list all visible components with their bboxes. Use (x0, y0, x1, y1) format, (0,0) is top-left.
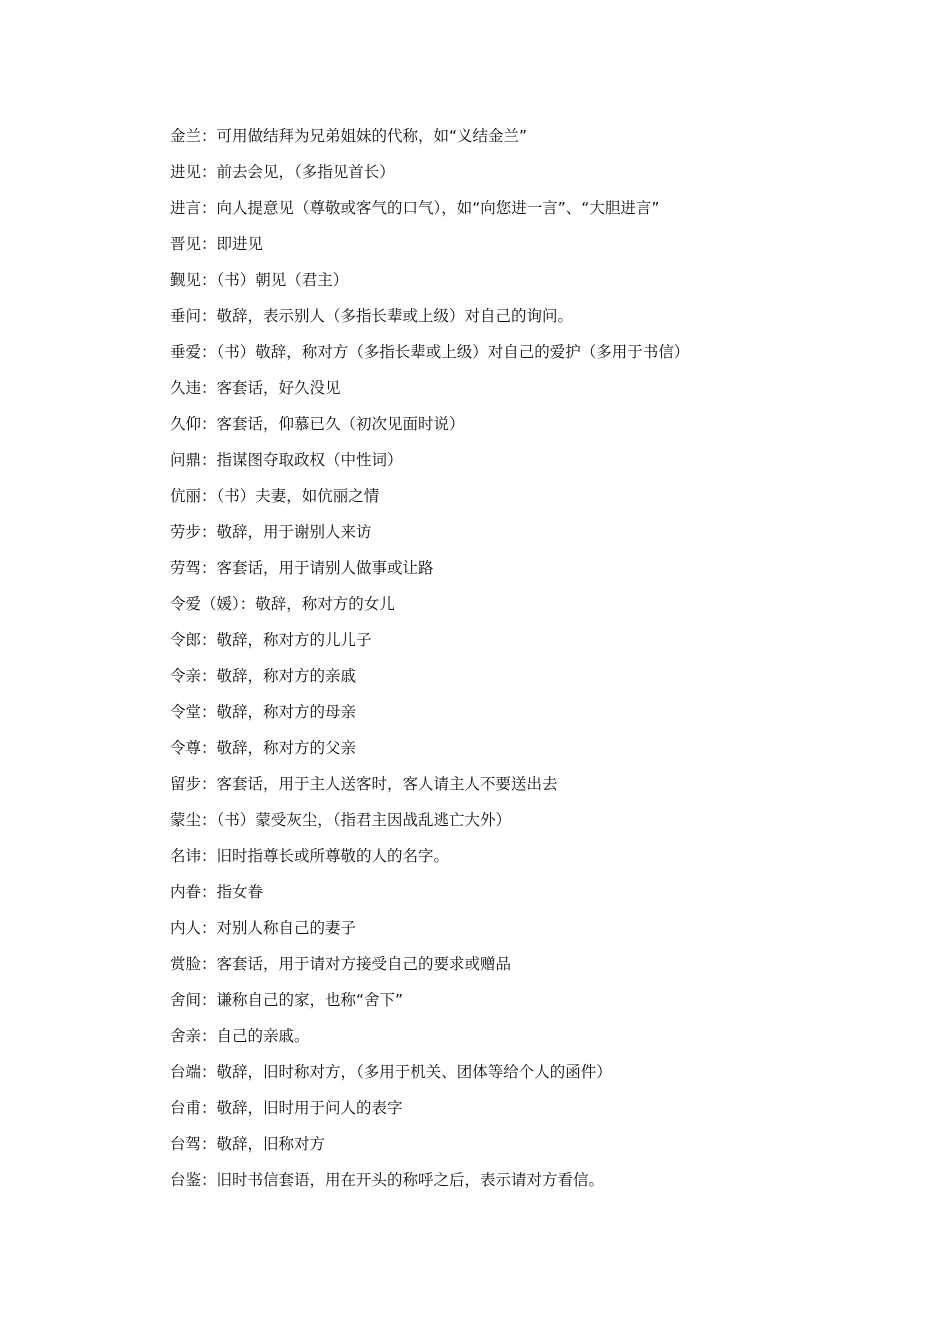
term-entry: 台驾：敬辞，旧称对方 (170, 1135, 326, 1153)
term-entry: 台端：敬辞，旧时称对方，（多用于机关、团体等给个人的函件） (170, 1063, 612, 1081)
term-entry: 问鼎：指谋图夺取政权（中性词） (170, 451, 403, 469)
term-entry: 令尊：敬辞，称对方的父亲 (170, 739, 357, 757)
term-entry: 伉丽：（书）夫妻，如伉丽之情 (170, 487, 380, 505)
term-entry: 垂问：敬辞，表示别人（多指长辈或上级）对自己的询问。 (170, 307, 574, 325)
term-entry: 内人：对别人称自己的妻子 (170, 919, 357, 937)
term-entry: 久违：客套话，好久没见 (170, 379, 341, 397)
term-entry: 台鉴：旧时书信套语，用在开头的称呼之后，表示请对方看信。 (170, 1171, 605, 1189)
term-entry: 留步：客套话，用于主人送客时，客人请主人不要送出去 (170, 775, 558, 793)
term-entry: 晋见：即进见 (170, 235, 264, 253)
term-entry: 令亲：敬辞，称对方的亲戚 (170, 667, 357, 685)
term-entry: 令爱（媛）：敬辞，称对方的女儿 (170, 595, 395, 613)
term-entry: 金兰：可用做结拜为兄弟姐妹的代称，如“义结金兰” (170, 127, 528, 145)
term-entry: 蒙尘：（书）蒙受灰尘，（指君主因战乱逃亡大外） (170, 811, 512, 829)
term-entry: 久仰：客套话，仰慕已久（初次见面时说） (170, 415, 465, 433)
term-entry: 劳驾：客套话，用于请别人做事或让路 (170, 559, 434, 577)
term-list (170, 124, 890, 1204)
term-entry: 令郎：敬辞，称对方的儿儿子 (170, 631, 372, 649)
term-entry: 进言：向人提意见（尊敬或客气的口气），如“向您进一言”、“大胆进言” (170, 199, 660, 217)
term-entry: 舍间：谦称自己的家，也称“舍下” (170, 991, 404, 1009)
term-entry: 内眷：指女眷 (170, 883, 264, 901)
term-entry: 令堂：敬辞，称对方的母亲 (170, 703, 357, 721)
term-entry: 觐见：（书）朝见（君主） (170, 271, 349, 289)
term-entry: 劳步：敬辞，用于谢别人来访 (170, 523, 372, 541)
term-entry: 舍亲：自己的亲戚。 (170, 1027, 310, 1045)
term-entry: 台甫：敬辞，旧时用于问人的表字 (170, 1099, 403, 1117)
term-entry: 垂爱：（书）敬辞，称对方（多指长辈或上级）对自己的爱护（多用于书信） (170, 343, 690, 361)
term-entry: 进见：前去会见，（多指见首长） (170, 163, 395, 181)
term-entry: 名讳：旧时指尊长或所尊敬的人的名字。 (170, 847, 450, 865)
term-entry: 赏脸：客套话，用于请对方接受自己的要求或赠品 (170, 955, 512, 973)
